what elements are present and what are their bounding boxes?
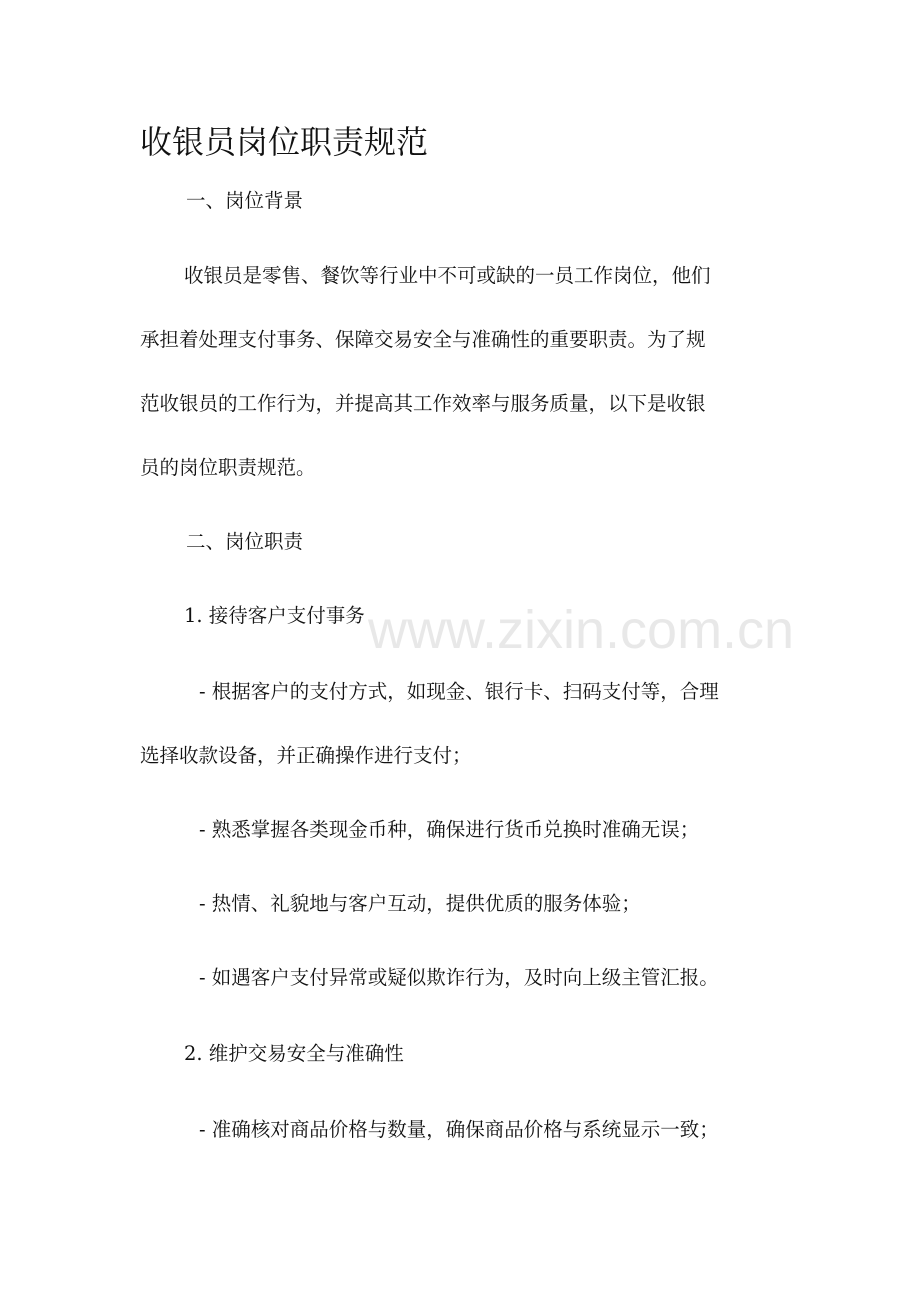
- item-1-heading: 1. 接待客户支付事务: [184, 604, 365, 627]
- item-1-bullet-1-continued: 选择收款设备，并正确操作进行支付；: [140, 744, 472, 767]
- intro-line-1: 收银员是零售、餐饮等行业中不可或缺的一员工作岗位，他们: [184, 264, 711, 287]
- item-1-bullet-4: - 如遇客户支付异常或疑似欺诈行为，及时向上级主管汇报。: [199, 966, 719, 989]
- intro-line-4: 员的岗位职责规范。: [140, 456, 316, 479]
- item-2-heading: 2. 维护交易安全与准确性: [184, 1042, 404, 1065]
- document-title: 收银员岗位职责规范: [140, 123, 429, 161]
- section-heading-background: 一、岗位背景: [186, 189, 304, 212]
- item-1-bullet-3: - 热情、礼貌地与客户互动，提供优质的服务体验；: [199, 892, 641, 915]
- item-1-bullet-1: - 根据客户的支付方式，如现金、银行卡、扫码支付等，合理: [199, 680, 719, 703]
- item-2-bullet-1: - 准确核对商品价格与数量，确保商品价格与系统显示一致；: [199, 1118, 719, 1141]
- intro-line-2: 承担着处理支付事务、保障交易安全与准确性的重要职责。为了规: [140, 328, 706, 351]
- section-heading-duties: 二、岗位职责: [186, 530, 304, 553]
- intro-line-3: 范收银员的工作行为，并提高其工作效率与服务质量，以下是收银: [140, 392, 706, 415]
- item-1-bullet-2: - 熟悉掌握各类现金币种，确保进行货币兑换时准确无误；: [199, 818, 700, 841]
- watermark: www.zixin.com.cn: [368, 600, 795, 660]
